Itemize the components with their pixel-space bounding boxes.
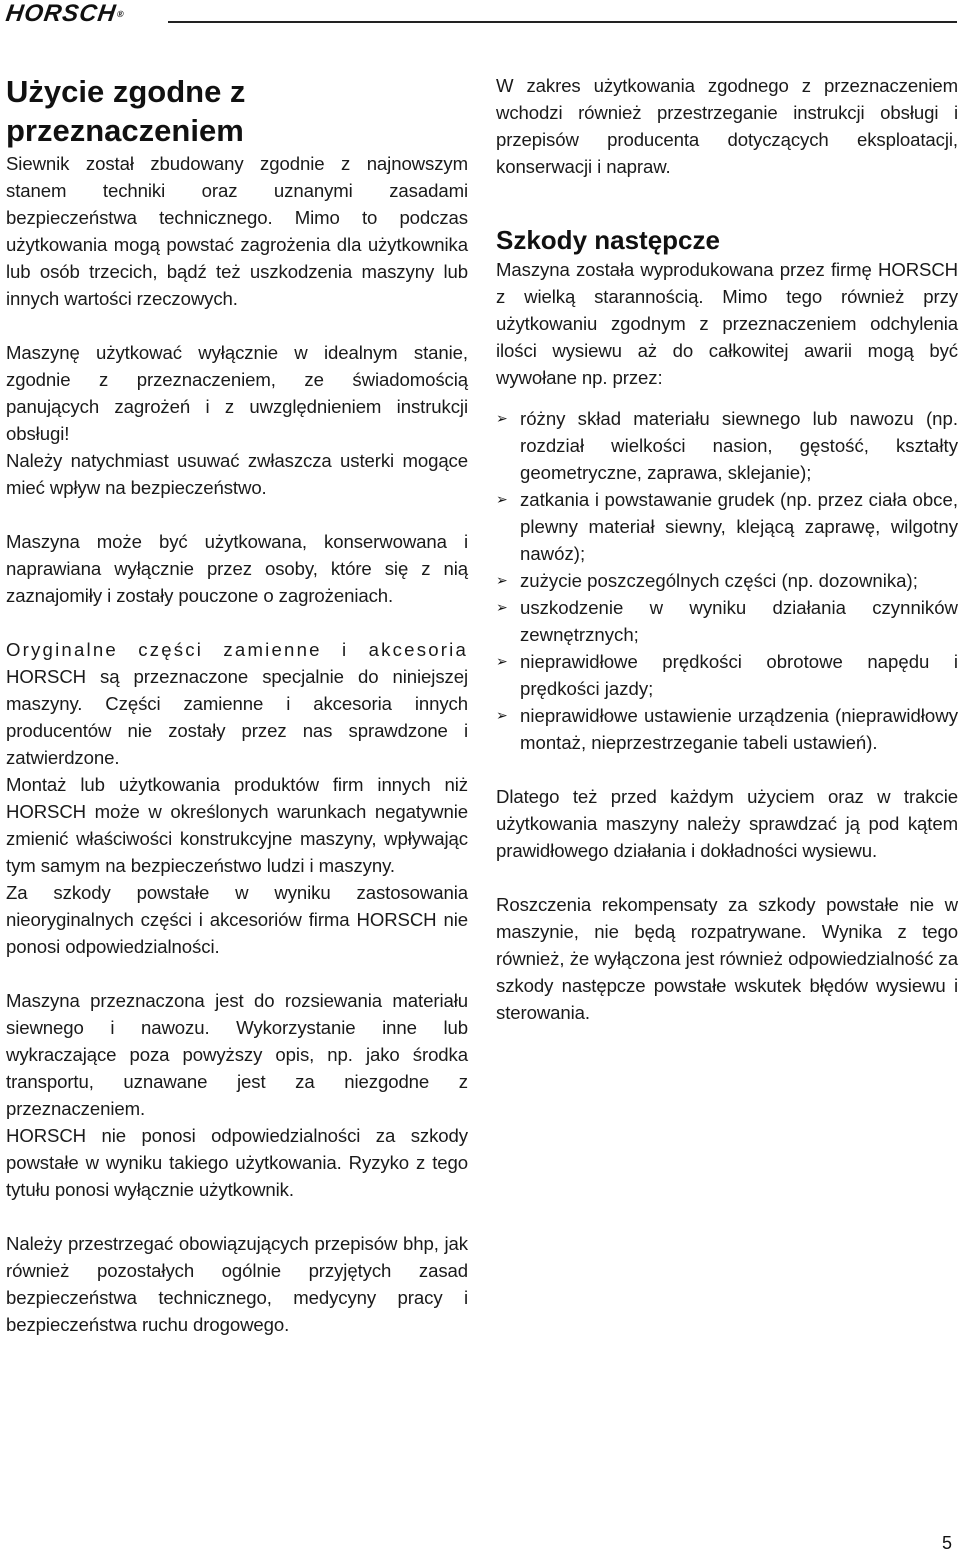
right-column [496,72,958,1026]
list-item: ➢ uszkodzenie w wyniku działania czynników zewnętrznych; [496,594,958,648]
paragraph-liability: HORSCH nie ponosi odpowiedzialności za szkody powstałe w wyniku takiego użytkowania. Ryzyko z tego tytułu ponosi wyłącznie użytkownik. [6,1125,468,1200]
section-title-consequential-damage: Szkody następcze [496,225,720,255]
left-column [6,72,468,1338]
list-item: ➢ zużycie poszczególnych części (np. dozownika); [496,567,958,594]
paragraph-manufactured: Maszyna została wyprodukowana przez firmę HORSCH z wielką starannością. Mimo tego również przy użytkowaniu zgodnym z przeznaczeniem odchylenia ilości wysiewu aż do całkowitej awarii mogą być wywołane np. przez: [496,259,958,388]
paragraph-intro: Siewnik został zbudowany zgodnie z najnowszym stanem techniki oraz uznanymi zasadami bezpieczeństwa technicznego. Mimo to podczas użytkowania mogą powstać zagrożenia dla użytkownika lub osób trzecich, bądź też uszkodzenia maszyny lub innych wartości rzeczowych. [6,153,468,309]
paragraph-purpose: Maszyna przeznaczona jest do rozsiewania materiału siewnego i nawozu. Wykorzystanie inne lub wykraczające poza powyższy opis, np. jako środka transportu, uznawane jest za niezgodne z przeznaczeniem. [6,990,468,1119]
paragraph-non-original: Za szkody powstałe w wyniku zastosowania nieoryginalnych części i akcesoriów firma HORSCH nie ponosi odpowiedzialności. [6,882,468,957]
chevron-right-icon: ➢ [496,410,508,426]
chevron-right-icon: ➢ [496,653,508,669]
horsch-logo: HORSCH® [4,0,126,27]
paragraph-faults: Należy natychmiast usuwać zwłaszcza usterki mogące mieć wpływ na bezpieczeństwo. [6,450,468,498]
chevron-right-icon: ➢ [496,599,508,615]
list-item: ➢ nieprawidłowe ustawienie urządzenia (nieprawidłowy montaż, nieprzestrzeganie tabeli ustawień). [496,702,958,756]
list-item: ➢ zatkania i powstawanie grudek (np. przez ciała obce, plewny materiał siewny, klejącą zaprawę, wilgotny nawóz); [496,486,958,567]
list-item: ➢ różny skład materiału siewnego lub nawozu (np. rozdział wielkości nasion, gęstość, kształty geometryczne, zaprawa, sklejanie); [496,405,958,486]
paragraph-spare-parts: Oryginalne części zamienne i akcesoria HORSCH są przeznaczone specjalnie do niniejszej maszyny. Części zamienne i akcesoria innych producentów nie zostały przez nas sprawdzone i zatwierdzone. [6,639,468,768]
paragraph-condition: Maszynę użytkować wyłącznie w idealnym stanie, zgodnie z przeznaczeniem, ze świadomością panujących zagrożeń i z uwzględnieniem instrukcji obsługi! [6,342,468,444]
paragraph-claims: Roszczenia rekompensaty za szkody powstałe nie w maszynie, nie będą rozpatrywane. Wynika z tego również, że wyłączona jest również odpowiedzialność za szkody następcze powstałe wskutek błędów wysiewu i sterowania. [496,894,958,1023]
paragraph-operators: Maszyna może być użytkowana, konserwowana i naprawiana wyłącznie przez osoby, które się z nią zaznajomiły i zostały pouczone o zagrożeniach. [6,531,468,606]
section-title-intended-use: Użycie zgodne z przeznaczeniem [6,74,246,148]
list-item: ➢ nieprawidłowe prędkości obrotowe napędu i prędkości jazdy; [496,648,958,702]
paragraph-scope: W zakres użytkowania zgodnego z przeznaczeniem wchodzi również przestrzeganie instrukcji obsługi i przepisów producenta dotyczących eksploatacji, konserwacji i napraw. [496,75,958,177]
paragraph-regulations: Należy przestrzegać obowiązujących przepisów bhp, jak również pozostałych ogólnie przyjętych zasad bezpieczeństwa technicznego, medycyny pracy i bezpieczeństwa ruchu drogowego. [6,1233,468,1335]
page-number: 5 [941,1533,952,1553]
paragraph-third-party: Montaż lub użytkowania produktów firm innych niż HORSCH może w określonych warunkach negatywnie zmienić właściwości konstrukcyjne maszyny, wpływając tym samym na bezpieczeństwo ludzi i maszyny. [6,774,468,876]
causes-list [496,405,958,756]
page-header [0,0,960,30]
header-rule [168,21,957,23]
chevron-right-icon: ➢ [496,572,508,588]
chevron-right-icon: ➢ [496,707,508,723]
paragraph-check: Dlatego też przed każdym użyciem oraz w trakcie użytkowania maszyny należy sprawdzać ją pod kątem prawidłowego działania i dokładności wysiewu. [496,786,958,861]
chevron-right-icon: ➢ [496,491,508,507]
